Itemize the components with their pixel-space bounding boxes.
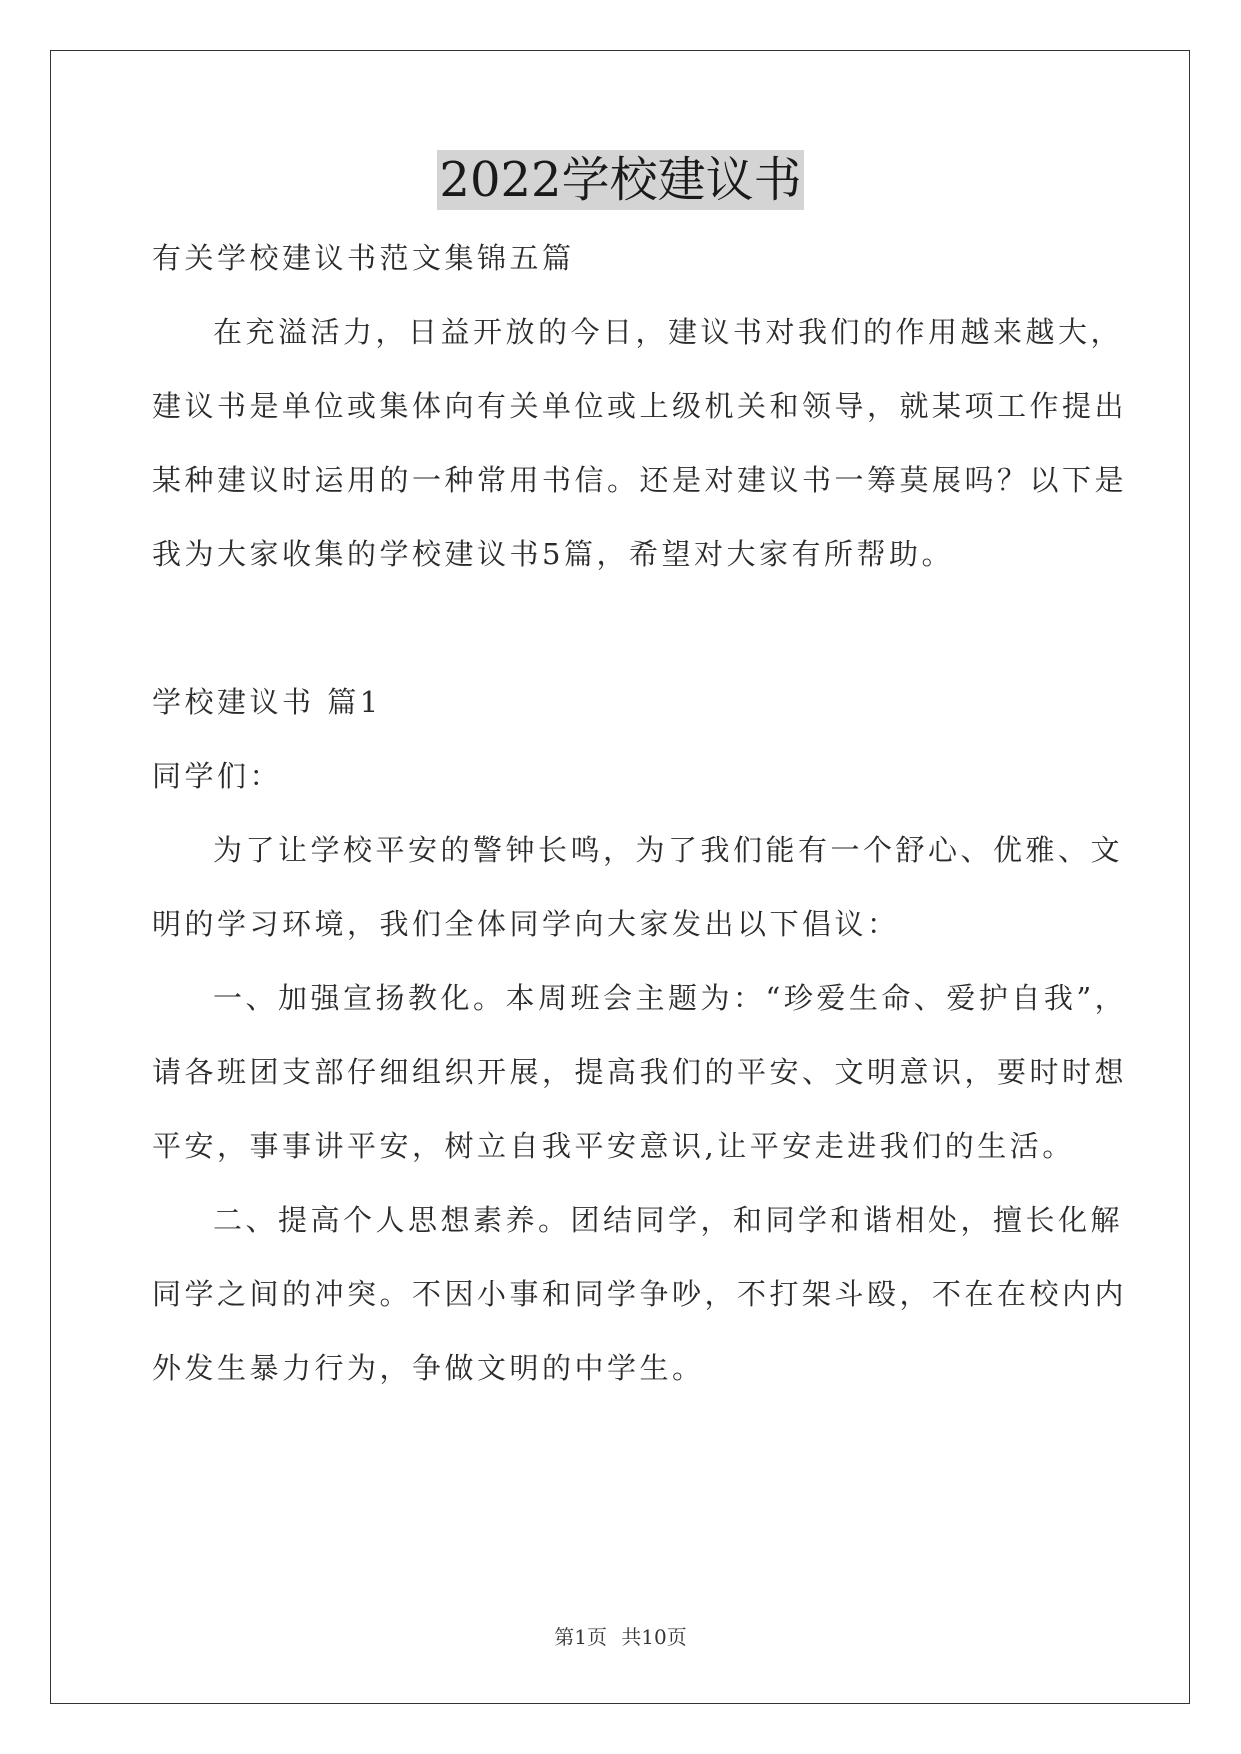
paragraph-line: 外发生暴力行为，争做文明的中学生。 xyxy=(152,1351,705,1385)
page-footer xyxy=(0,1624,1241,1650)
paragraph-line: 同学之间的冲突。不因小事和同学争吵，不打架斗殴，不在在校内内 xyxy=(152,1277,1128,1311)
salutation-line: 同学们： xyxy=(152,759,283,793)
page-border xyxy=(50,50,1190,1704)
paragraph-line: 我为大家收集的学校建议书5篇，希望对大家有所帮助。 xyxy=(152,537,954,571)
paragraph-line: 平安，事事讲平安，树立自我平安意识,让平安走进我们的生活。 xyxy=(152,1129,1075,1163)
page-total: 共10页 xyxy=(621,1625,687,1649)
paragraph-line: 某种建议时运用的一种常用书信。还是对建议书一筹莫展吗？以下是 xyxy=(152,463,1128,497)
paragraph-line: 请各班团支部仔细组织开展，提高我们的平安、文明意识，要时时想 xyxy=(152,1055,1128,1089)
paragraph-line: 建议书是单位或集体向有关单位或上级机关和领导，就某项工作提出 xyxy=(152,389,1128,423)
section-heading: 学校建议书 篇1 xyxy=(152,685,382,719)
paragraph-line: 在充溢活力，日益开放的今日，建议书对我们的作用越来越大， xyxy=(213,315,1124,349)
paragraph-line: 一、加强宣扬教化。本周班会主题为：“珍爱生命、爱护自我”， xyxy=(213,981,1128,1015)
paragraph-line: 二、提高个人思想素养。团结同学，和同学和谐相处，擅长化解 xyxy=(213,1203,1124,1237)
title-wrapper xyxy=(0,150,1241,210)
subtitle-line: 有关学校建议书范文集锦五篇 xyxy=(152,241,575,275)
document-title: 2022学校建议书 xyxy=(439,152,802,208)
paragraph-line: 为了让学校平安的警钟长鸣，为了我们能有一个舒心、优雅、文 xyxy=(213,833,1124,867)
paragraph-line: 明的学习环境，我们全体同学向大家发出以下倡议： xyxy=(152,907,900,941)
page-number: 第1页 xyxy=(554,1625,607,1649)
